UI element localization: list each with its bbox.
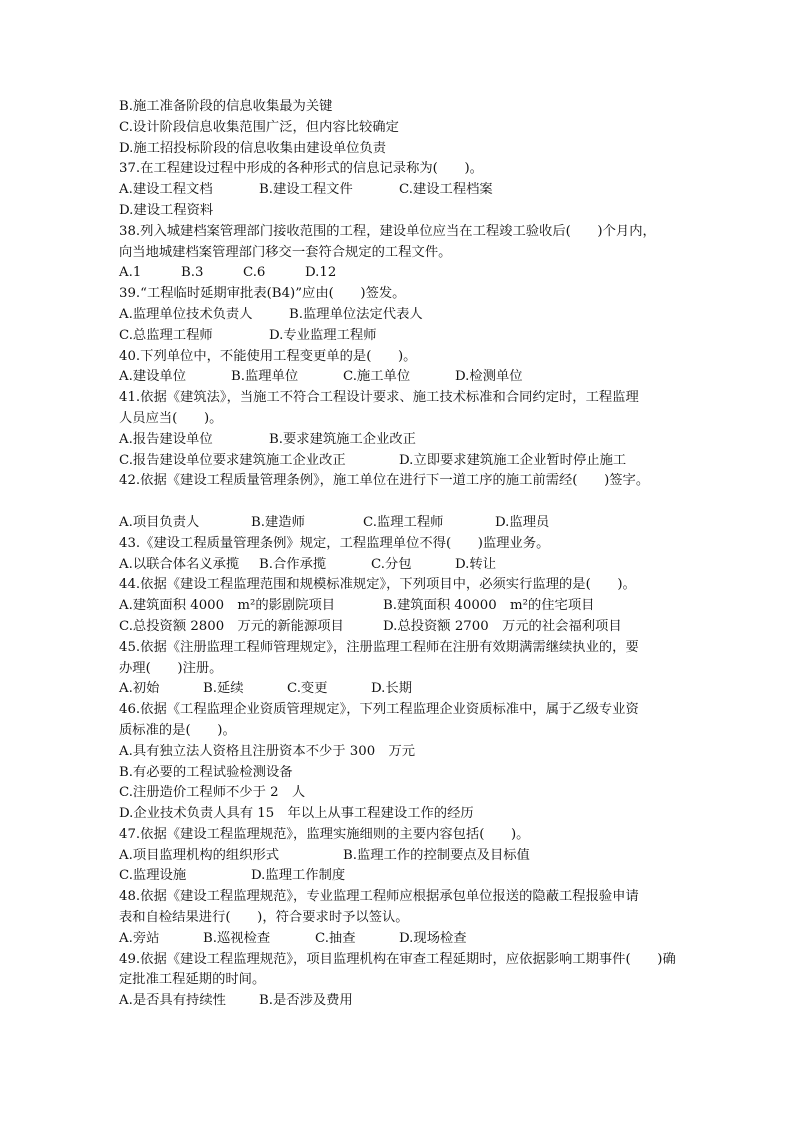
option: B.要求建筑施工企业改正	[269, 431, 416, 447]
option: C.总监理工程师	[119, 327, 213, 343]
text-line: 质标准的是( )。	[119, 722, 236, 738]
option: B.建设工程文件	[259, 182, 353, 198]
option: A.以联合体名义承揽	[119, 556, 240, 572]
option: B.建造师	[251, 514, 305, 530]
option: D.长期	[371, 681, 413, 697]
options-row	[119, 367, 719, 388]
question-48: 48.依据《建设工程监理规范》，专业监理工程师应根据承包单位报送的隐蔽工程报验申请	[119, 889, 639, 905]
option: B.有必要的工程试验检测设备	[119, 764, 293, 780]
option: B.合作承揽	[259, 556, 327, 572]
option: B.巡视检查	[203, 930, 271, 946]
option: C.建设工程档案	[399, 182, 493, 198]
exam-content	[119, 97, 719, 1012]
options-row	[119, 596, 719, 617]
text-line: 定批准工程延期的时间。	[119, 972, 266, 988]
option: B.监理工作的控制要点及目标值	[343, 847, 530, 863]
option: D.监理员	[495, 514, 550, 530]
question-40: 40.下列单位中，不能使用工程变更单的是( )。	[119, 348, 417, 364]
text-line: D.施工招投标阶段的信息收集由建设单位负责	[119, 140, 387, 156]
question-38: 38.列入城建档案管理部门接收范围的工程，建设单位应当在工程竣工验收后( )个月内，	[119, 223, 656, 239]
option: D.检测单位	[455, 369, 523, 385]
option: A.项目监理机构的组织形式	[119, 847, 280, 863]
option: B.监理单位	[231, 369, 299, 385]
question-49: 49.依据《建设工程监理规范》，项目监理机构在审查工程延期时，应依据影响工期事件( )确	[119, 951, 676, 967]
question-46: 46.依据《工程监理企业资质管理规定》，下列工程监理企业资质标准中，属于乙级专业资	[119, 702, 639, 718]
options-row	[119, 929, 719, 950]
option: D.监理工作制度	[251, 868, 346, 884]
options-row	[119, 866, 719, 887]
question-47: 47.依据《建设工程监理规范》，监理实施细则的主要内容包括( )。	[119, 826, 530, 842]
options-row	[119, 326, 719, 347]
option: D.总投资额 2700 万元的社会福利项目	[383, 618, 622, 634]
option: B.建筑面积 40000 m²的住宅项目	[383, 598, 595, 614]
option: D.现场检查	[399, 930, 467, 946]
option: D.12	[305, 265, 337, 281]
option: D.企业技术负责人具有 15 年以上从事工程建设工作的经历	[119, 806, 474, 822]
option: C.总投资额 2800 万元的新能源项目	[119, 618, 344, 634]
options-row	[119, 263, 719, 284]
option: C.报告建设单位要求建筑施工企业改正	[119, 452, 346, 468]
option: C.变更	[287, 681, 328, 697]
option: C.监理工程师	[363, 514, 444, 530]
options-row	[119, 180, 719, 201]
options-row	[119, 846, 719, 867]
option: A.建筑面积 4000 m²的影剧院项目	[119, 598, 336, 614]
option: D.立即要求建筑施工企业暂时停止施工	[399, 452, 627, 468]
option: C.6	[243, 265, 266, 281]
option: A.建设工程文档	[119, 182, 213, 198]
option: C.注册造价工程师不少于 2 人	[119, 785, 306, 801]
text-line: C.设计阶段信息收集范围广泛，但内容比较确定	[119, 119, 399, 135]
option: A.具有独立法人资格且注册资本不少于 300 万元	[119, 743, 416, 759]
question-39: 39.“工程临时延期审批表(B4)”应由( )签发。	[119, 286, 406, 302]
option: A.监理单位技术负责人	[119, 306, 253, 322]
question-43: 43.《建设工程质量管理条例》规定，工程监理单位不得( )监理业务。	[119, 535, 550, 551]
question-44: 44.依据《建设工程监理范围和规模标准规定》，下列项目中，必须实行监理的是( )。	[119, 577, 636, 593]
text-line: 表和自检结果进行( )，符合要求时予以签认。	[119, 910, 409, 926]
text-line: 人员应当( )。	[119, 410, 223, 426]
options-row	[119, 555, 719, 576]
options-row	[119, 513, 719, 534]
text-line: 向当地城建档案管理部门移交一套符合规定的工程文件。	[119, 244, 452, 260]
options-row	[119, 617, 719, 638]
option: A.建设单位	[119, 369, 187, 385]
text-line: 办理( )注册。	[119, 660, 223, 676]
question-45: 45.依据《注册监理工程师管理规定》，注册监理工程师在注册有效期满需继续执业的，要	[119, 639, 639, 655]
option: A.项目负责人	[119, 514, 200, 530]
option: A.报告建设单位	[119, 431, 213, 447]
option: B.监理单位法定代表人	[289, 306, 423, 322]
option: C.抽查	[315, 930, 356, 946]
options-row	[119, 430, 719, 451]
option: D.专业监理工程师	[269, 327, 377, 343]
option: A.初始	[119, 681, 160, 697]
option: A.1	[119, 265, 142, 281]
question-37: 37.在工程建设过程中形成的各种形式的信息记录称为( )。	[119, 161, 483, 177]
options-row	[119, 305, 719, 326]
options-row	[119, 451, 719, 472]
question-42: 42.依据《建设工程质量管理条例》，施工单位在进行下一道工序的施工前需经( )签字。	[119, 473, 650, 489]
option: C.监理设施	[119, 868, 187, 884]
option: B.3	[181, 265, 204, 281]
text-line: B.施工准备阶段的信息收集最为关键	[119, 99, 333, 114]
option: D.转让	[455, 556, 497, 572]
option: A.旁站	[119, 930, 160, 946]
option: C.分包	[371, 556, 412, 572]
option: B.是否涉及费用	[259, 993, 353, 1009]
options-row	[119, 991, 719, 1012]
option: C.施工单位	[343, 369, 411, 385]
option: D.建设工程资料	[119, 202, 214, 218]
option: A.是否具有持续性	[119, 993, 226, 1009]
question-41: 41.依据《建筑法》，当施工不符合工程设计要求、施工技术标准和合同约定时，工程监理	[119, 390, 639, 406]
options-row	[119, 679, 719, 700]
option: B.延续	[203, 681, 244, 697]
